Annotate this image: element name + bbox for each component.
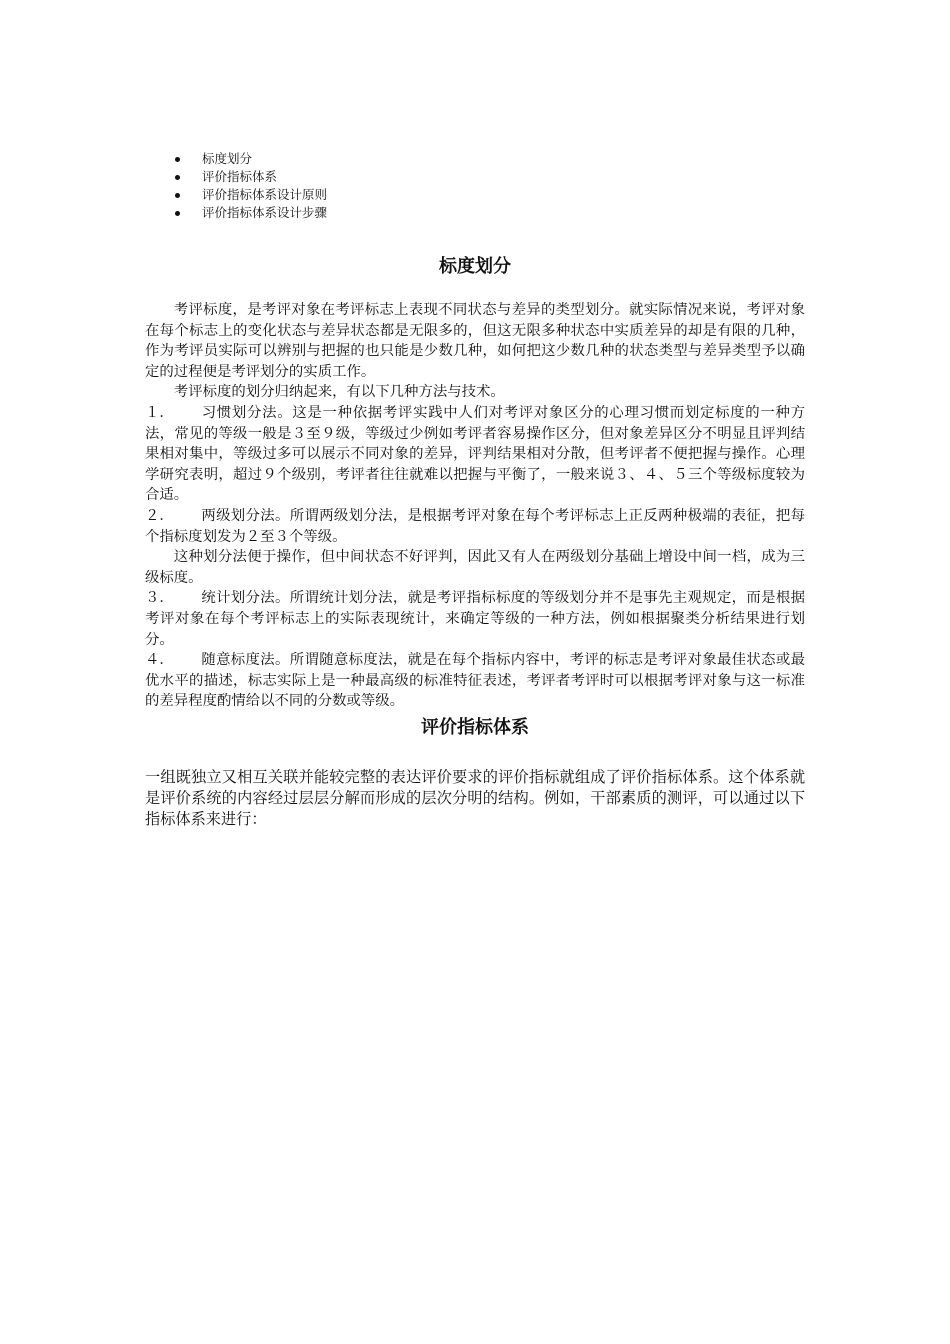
method-number: ３． bbox=[145, 590, 174, 607]
paragraph-method-1 bbox=[145, 403, 805, 506]
section-heading-indicator-system: 评价指标体系 bbox=[421, 716, 529, 738]
method-text: 两级划分法。所谓两级划分法，是根据考评对象在每个考评标志上正反两种极端的表征，把每个指标度划发为２至３个等级。 bbox=[145, 507, 805, 545]
method-text: 统计划分法。所谓统计划分法，就是考评指标标度的等级划分并不是事先主观规定，而是根据考评对象在每个考评标志上的实际表现统计，来确定等级的一种方法，例如根据聚类分析结果进行划分。 bbox=[145, 590, 805, 648]
paragraph-summary: 考评标度的划分归纳起来，有以下几种方法与技术。 bbox=[173, 384, 505, 401]
section-scale-division-body bbox=[145, 300, 805, 712]
method-number: １． bbox=[145, 404, 174, 421]
paragraph-method-3 bbox=[145, 588, 805, 650]
toc-item-indicator-system[interactable]: 评价指标体系 bbox=[175, 168, 805, 186]
table-of-contents bbox=[175, 150, 805, 222]
document-page bbox=[145, 150, 805, 830]
paragraph-method-2 bbox=[145, 506, 805, 547]
toc-item-scale-division[interactable]: 标度划分 bbox=[175, 150, 805, 168]
method-number: ２． bbox=[145, 507, 174, 524]
paragraph-method-2-note: 这种划分法便于操作，但中间状态不好评判，因此又有人在两级划分基础上增设中间一档，成为三级标度。 bbox=[145, 549, 805, 586]
method-text: 习惯划分法。这是一种依据考评实践中人们对考评对象区分的心理习惯而划定标度的一种方法，常见的等级一般是３至９级，等级过少例如考评者容易操作区分，但对象差异区分不明显且评判结果相对集中，等级过多可以展示不同对象的差异，评判结果相对分散，但考评者不便把握与操作。心理学研究表明，超过９个级别，考评者往往就难以把握与平衡了，一般来说３、４、５三个等级标度较为合适。 bbox=[145, 404, 805, 504]
paragraph-method-4 bbox=[145, 650, 805, 712]
toc-item-design-steps[interactable]: 评价指标体系设计步骤 bbox=[175, 204, 805, 222]
toc-item-design-principles[interactable]: 评价指标体系设计原则 bbox=[175, 186, 805, 204]
method-number: ４． bbox=[145, 652, 174, 669]
paragraph-intro: 考评标度，是考评对象在考评标志上表现不同状态与差异的类型划分。就实际情况来说，考评对象在每个标志上的变化状态与差异状态都是无限多的，但这无限多种状态中实质差异的却是有限的几种，作为考评员实际可以辨别与把握的也只能是少数几种，如何把这少数几种的状态类型与差异类型予以确定的过程便是考评划分的实质工作。 bbox=[145, 302, 805, 380]
paragraph-indicator-system: 一组既独立又相互关联并能较完整的表达评价要求的评价指标就组成了评价指标体系。这个体系就是评价系统的内容经过层层分解而形成的层次分明的结构。例如，干部素质的测评，可以通过以下指标体系来进行： bbox=[145, 767, 805, 828]
section-indicator-system-body bbox=[145, 767, 805, 830]
section-heading-scale-division: 标度划分 bbox=[439, 256, 511, 277]
method-text: 随意标度法。所谓随意标度法，就是在每个指标内容中，考评的标志是考评对象最佳状态或最优水平的描述，标志实际上是一种最高级的标准特征表述，考评者考评时可以根据考评对象与这一标准的差异程度酌情给以不同的分数或等级。 bbox=[145, 652, 805, 710]
